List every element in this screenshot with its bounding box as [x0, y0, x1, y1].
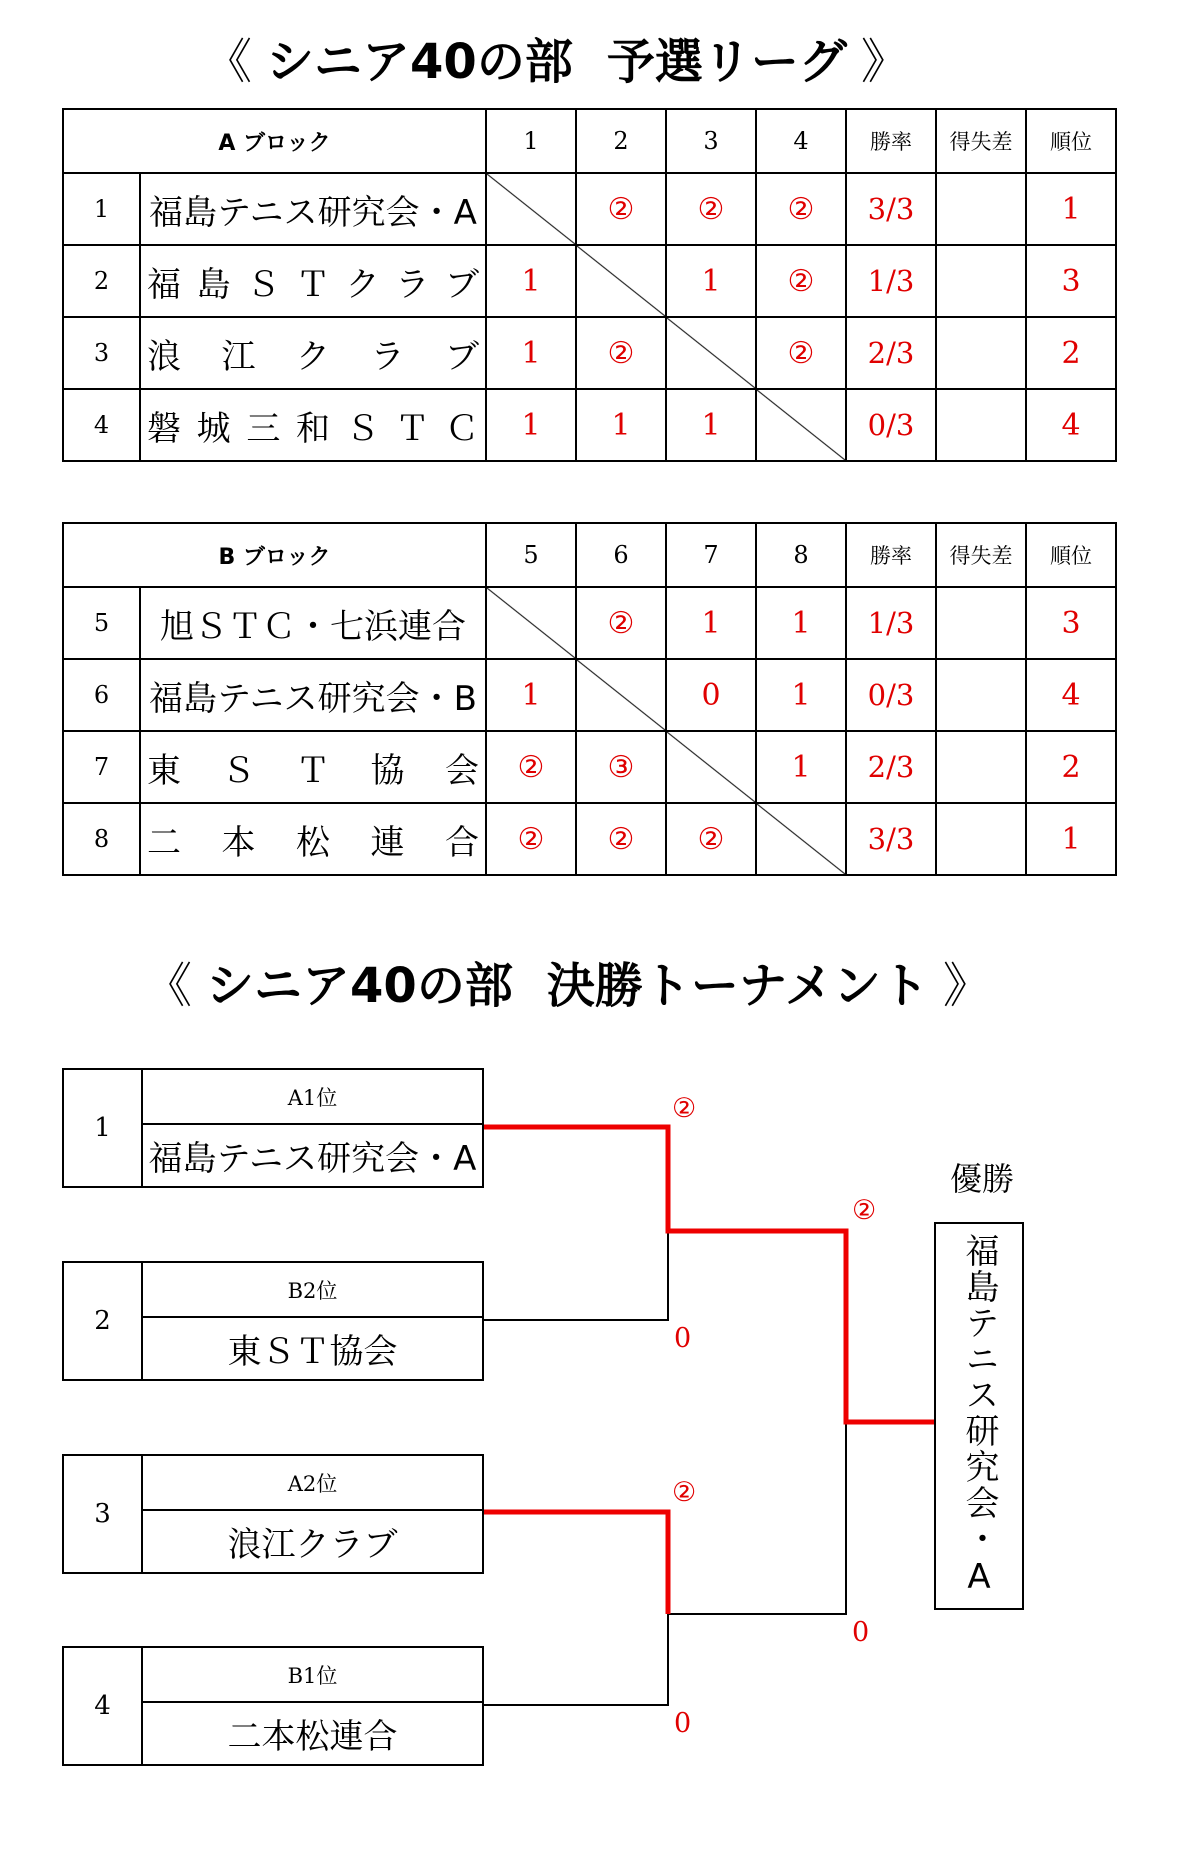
row-number: 3: [63, 317, 140, 389]
block-b-col-5: 5: [486, 523, 576, 587]
entry-seed: A1位: [143, 1070, 482, 1125]
entry-team: 浪江クラブ: [227, 1525, 398, 1565]
entry-number: 3: [64, 1456, 143, 1572]
team-name: 旭ＳＴＣ・七浜連合: [140, 587, 486, 659]
win-rate: 0/3: [846, 389, 936, 461]
champion-label: 優勝: [949, 1160, 1014, 1198]
block-b-hdr-rank: 順位: [1026, 523, 1116, 587]
bracket-line-entry-4: [484, 1614, 668, 1705]
result-cell: 1: [486, 245, 576, 317]
entry-number: 1: [64, 1070, 143, 1186]
tournament-title-sub: 決勝トーナメント: [546, 958, 929, 1014]
rank: 4: [1026, 659, 1116, 731]
result-cell: 1: [486, 659, 576, 731]
row-number: 8: [63, 803, 140, 875]
result-cell: ②: [756, 317, 846, 389]
result-cell: ②: [486, 731, 576, 803]
team-name: 東ＳＴ協会: [140, 731, 486, 803]
row-number: 6: [63, 659, 140, 731]
result-cell: ②: [576, 587, 666, 659]
tournament-title-text: シニア40の部: [206, 958, 513, 1014]
score-final-bottom: 0: [852, 1617, 870, 1648]
rank: 2: [1026, 317, 1116, 389]
result-cell: 1: [486, 317, 576, 389]
block-b-col-6: 6: [576, 523, 666, 587]
row-number: 1: [63, 173, 140, 245]
team-name: 福島ＳＴクラブ: [140, 245, 486, 317]
win-rate: 1/3: [846, 245, 936, 317]
entry-team: 東ＳＴ協会: [227, 1332, 398, 1372]
score-final-top: ②: [852, 1195, 877, 1226]
result-cell: 1: [756, 659, 846, 731]
team-name: 浪江クラブ: [140, 317, 486, 389]
entry-seed: A2位: [143, 1456, 482, 1511]
block-a-hdr-rate: 勝率: [846, 109, 936, 173]
rank: 4: [1026, 389, 1116, 461]
block-a-hdr-rank: 順位: [1026, 109, 1116, 173]
entry-team: 二本松連合: [227, 1717, 398, 1757]
entry-number: 4: [64, 1648, 143, 1764]
block-a-name: A ブロック: [63, 109, 486, 173]
champion-name: 福島テニス研究会・A: [959, 1233, 999, 1599]
entry-seed: B1位: [143, 1648, 482, 1703]
block-a-col-4: 4: [756, 109, 846, 173]
win-rate: 0/3: [846, 659, 936, 731]
rank: 1: [1026, 803, 1116, 875]
bracket-line-entry-3-win: [484, 1512, 668, 1614]
block-b-hdr-rate: 勝率: [846, 523, 936, 587]
bracket-line-entry-1-win: [484, 1127, 934, 1422]
win-rate: 3/3: [846, 803, 936, 875]
block-a-col-2: 2: [576, 109, 666, 173]
block-b-col-8: 8: [756, 523, 846, 587]
rank: 3: [1026, 587, 1116, 659]
bracket-line-semi-2-winner: [668, 1422, 846, 1614]
champion-box: [934, 1222, 1024, 1610]
league-title-text: シニア40の部: [266, 34, 573, 90]
bracket-line-entry-2: [484, 1231, 668, 1320]
score-semi2-bottom: 0: [674, 1708, 692, 1739]
result-cell: ②: [486, 803, 576, 875]
league-title: 《 シニア40の部 予選リーグ 》: [204, 34, 909, 90]
row-number: 5: [63, 587, 140, 659]
team-name: 二本松連合: [140, 803, 486, 875]
block-a-hdr-diff: 得失差: [936, 109, 1026, 173]
tournament-title: 《 シニア40の部 決勝トーナメント 》: [144, 958, 991, 1014]
row-number: 2: [63, 245, 140, 317]
result-cell: 1: [666, 389, 756, 461]
win-rate: 3/3: [846, 173, 936, 245]
result-cell: ②: [756, 173, 846, 245]
entry-number: 2: [64, 1263, 143, 1379]
result-cell: ②: [756, 245, 846, 317]
result-cell: ②: [576, 317, 666, 389]
entry-seed: B2位: [143, 1263, 482, 1318]
block-b-hdr-diff: 得失差: [936, 523, 1026, 587]
score-semi2-top: ②: [672, 1477, 697, 1508]
rank: 2: [1026, 731, 1116, 803]
score-semi1-top: ②: [672, 1093, 697, 1124]
row-number: 7: [63, 731, 140, 803]
result-cell: 1: [666, 245, 756, 317]
team-name: 福島テニス研究会・A: [140, 173, 486, 245]
team-name: 福島テニス研究会・B: [140, 659, 486, 731]
team-name: 磐城三和ＳＴＣ: [140, 389, 486, 461]
result-cell: 1: [756, 587, 846, 659]
result-cell: ③: [576, 731, 666, 803]
result-cell: ②: [576, 173, 666, 245]
row-number: 4: [63, 389, 140, 461]
score-semi1-bottom: 0: [674, 1323, 692, 1354]
entry-team: 福島テニス研究会・A: [148, 1139, 477, 1179]
result-cell: 1: [756, 731, 846, 803]
rank: 1: [1026, 173, 1116, 245]
win-rate: 2/3: [846, 317, 936, 389]
block-a-col-3: 3: [666, 109, 756, 173]
result-cell: 1: [576, 389, 666, 461]
result-cell: ②: [576, 803, 666, 875]
result-cell: 1: [666, 587, 756, 659]
result-cell: ②: [666, 803, 756, 875]
result-cell: ②: [666, 173, 756, 245]
result-cell: 1: [486, 389, 576, 461]
result-cell: 0: [666, 659, 756, 731]
league-title-sub: 予選リーグ: [606, 34, 847, 90]
win-rate: 1/3: [846, 587, 936, 659]
win-rate: 2/3: [846, 731, 936, 803]
block-b-col-7: 7: [666, 523, 756, 587]
rank: 3: [1026, 245, 1116, 317]
block-a-col-1: 1: [486, 109, 576, 173]
block-b-name: B ブロック: [63, 523, 486, 587]
